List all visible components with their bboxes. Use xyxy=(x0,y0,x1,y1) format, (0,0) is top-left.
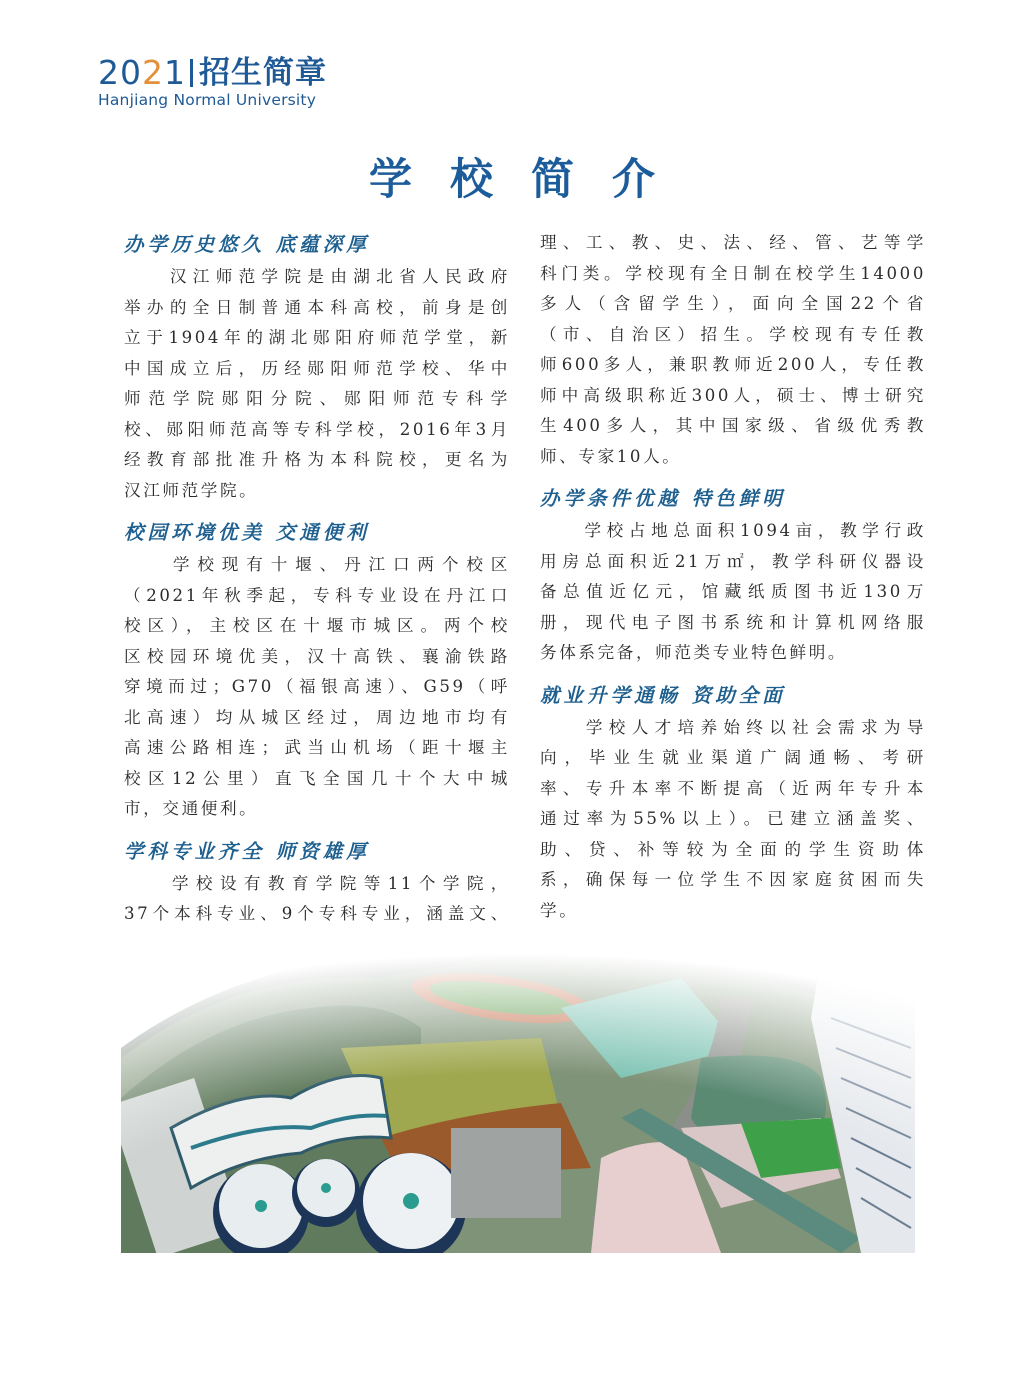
section-heading-campus: 校园环境优美 交通便利 xyxy=(124,521,370,544)
left-column xyxy=(124,228,510,930)
page-title: 学校简介 xyxy=(369,155,693,205)
section-heading-disciplines: 学科专业齐全 师资雄厚 xyxy=(124,839,370,863)
spacer xyxy=(124,506,510,516)
text-line: 师中高级职称近300人，硕士、博士研究 xyxy=(540,385,926,405)
text-line: （2021年秋季起，专科专业设在丹江口 xyxy=(124,585,510,605)
text-line: 37个本科专业、9个专科专业，涵盖文、 xyxy=(124,904,510,923)
section-body-facilities xyxy=(540,516,926,669)
text-line: 学校现有十堰、丹江口两个校区 xyxy=(124,555,510,574)
text-line: 科门类。学校现有全日制在校学生14000 xyxy=(540,263,926,283)
text-line: 汉江师范学院。 xyxy=(124,480,259,500)
text-line: 学校人才培养始终以社会需求为导 xyxy=(540,717,926,737)
text-line: 高速公路相连；武当山机场（距十堰主 xyxy=(124,738,510,757)
text-line: 率、专升本率不断提高（近两年专升本 xyxy=(540,778,926,798)
text-line: 向，毕业生就业渠道广阔通畅、考研 xyxy=(540,748,926,767)
text-line: 师范学院郧阳分院、郧阳师范专科学 xyxy=(124,389,510,408)
text-line: 助、贷、补等较为全面的学生资助体 xyxy=(540,839,926,859)
text-line: 师600多人，兼职教师近200人，专任教 xyxy=(540,355,926,374)
logo-year xyxy=(98,53,186,92)
campus-illustration xyxy=(121,938,915,1253)
text-line: 册，现代电子图书系统和计算机网络服 xyxy=(540,612,926,632)
logo-year-part: 2 xyxy=(142,53,164,92)
text-line: 举办的全日制普通本科高校，前身是创 xyxy=(124,297,510,317)
text-line: 汉江师范学院是由湖北省人民政府 xyxy=(124,267,510,286)
text-line: 师、专家10人。 xyxy=(540,446,682,466)
logo-year-part: 20 xyxy=(98,53,142,92)
text-line: （市、自治区）招生。学校现有专任教 xyxy=(540,324,926,344)
logo-title: 招生简章 xyxy=(199,55,327,91)
text-line: 通过率为55%以上）。已建立涵盖奖、 xyxy=(540,809,926,828)
text-line: 北高速）均从城区经过，周边地市均有 xyxy=(124,707,510,727)
logo-top-row xyxy=(98,53,358,92)
section-body-disciplines-part2 xyxy=(540,228,926,472)
logo-year-part: 1 xyxy=(164,53,186,92)
text-line: 多人（含留学生），面向全国22个省 xyxy=(540,294,926,313)
campus-aerial-photo xyxy=(121,938,915,1253)
section-heading-facilities: 办学条件优越 特色鲜明 xyxy=(540,487,786,510)
text-line: 生400多人，其中国家级、省级优秀教 xyxy=(540,416,926,435)
text-line: 校区），主校区在十堰市城区。两个校 xyxy=(124,616,510,635)
text-line: 理、工、教、史、法、经、管、艺等学 xyxy=(540,233,926,252)
spacer xyxy=(124,825,510,835)
text-line: 系，确保每一位学生不因家庭贫困而失 xyxy=(540,870,926,889)
brochure-logo xyxy=(98,53,358,109)
text-line: 经教育部批准升格为本科院校，更名为 xyxy=(124,450,510,469)
logo-divider xyxy=(190,59,193,87)
section-body-disciplines-part1 xyxy=(124,869,510,930)
spacer xyxy=(540,472,926,482)
text-line: 用房总面积近21万㎡，教学科研仪器设 xyxy=(540,551,926,571)
text-line: 中国成立后，历经郧阳师范学校、华中 xyxy=(124,358,510,378)
text-line: 区校园环境优美，汉十高铁、襄渝铁路 xyxy=(124,646,510,666)
spacer xyxy=(540,669,926,679)
text-line: 穿境而过；G70（福银高速）、G59（呼 xyxy=(124,677,510,696)
text-line: 立于1904年的湖北郧阳府师范学堂，新 xyxy=(124,328,510,347)
section-heading-employment: 就业升学通畅 资助全面 xyxy=(540,683,786,707)
text-line: 务体系完备，师范类专业特色鲜明。 xyxy=(540,643,848,662)
text-line: 学校占地总面积1094亩，教学行政 xyxy=(540,521,926,540)
right-column xyxy=(540,228,926,926)
text-line: 市，交通便利。 xyxy=(124,799,259,818)
logo-university-name: Hanjiang Normal University xyxy=(98,91,317,109)
text-line: 学。 xyxy=(540,900,579,920)
text-line: 学校设有教育学院等11个学院， xyxy=(124,873,510,893)
section-body-history xyxy=(124,262,510,506)
text-line: 校区12公里）直飞全国几十个大中城 xyxy=(124,768,510,788)
section-heading-history: 办学历史悠久 底蕴深厚 xyxy=(124,233,370,256)
section-body-employment xyxy=(540,713,926,927)
text-line: 备总值近亿元，馆藏纸质图书近130万 xyxy=(540,582,926,601)
text-line: 校、郧阳师范高等专科学校，2016年3月 xyxy=(124,419,510,439)
section-body-campus xyxy=(124,550,510,825)
